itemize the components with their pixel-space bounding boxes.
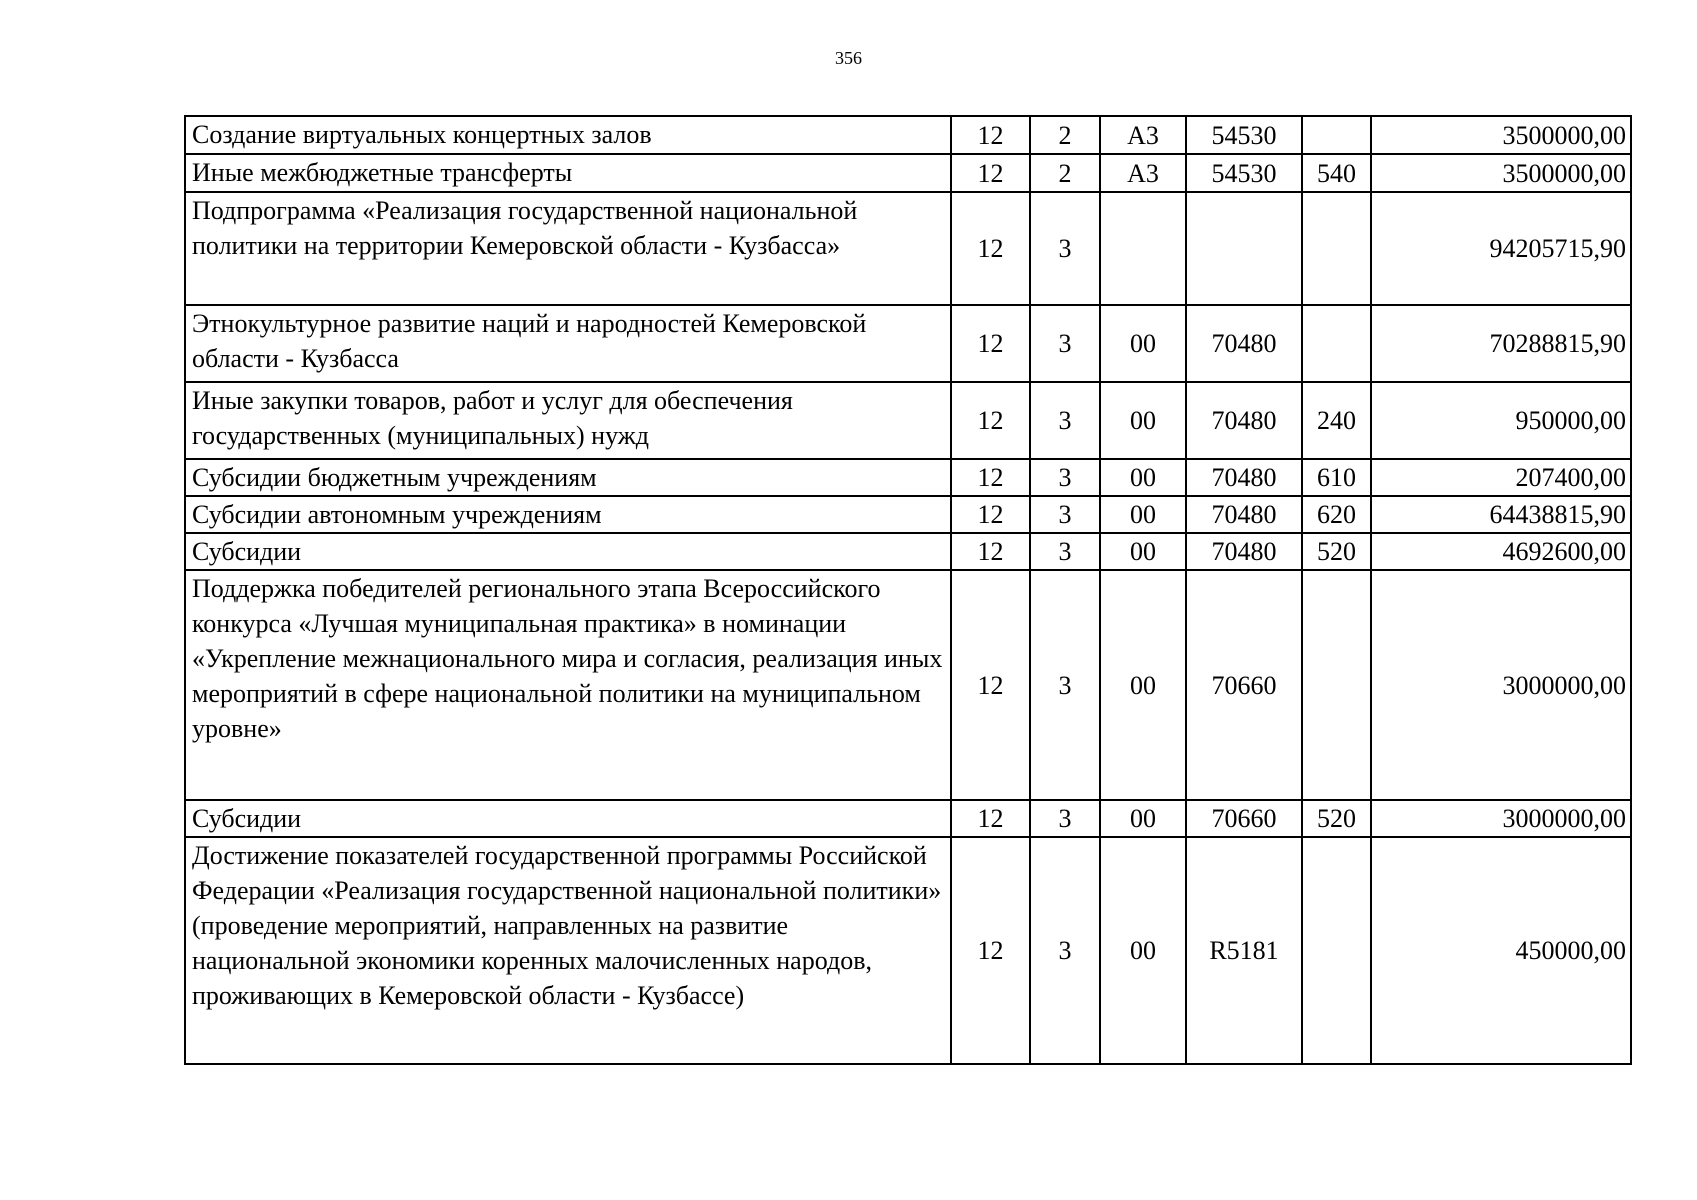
amount: 207400,00 bbox=[1371, 459, 1631, 496]
row-name: Субсидии bbox=[185, 800, 951, 837]
project-code: 00 bbox=[1100, 382, 1186, 459]
amount: 3500000,00 bbox=[1371, 116, 1631, 154]
direction-code: 54530 bbox=[1186, 116, 1302, 154]
amount: 64438815,90 bbox=[1371, 496, 1631, 533]
row-name: Субсидии bbox=[185, 533, 951, 570]
section-code: 12 bbox=[951, 496, 1030, 533]
row-name: Этнокультурное развитие наций и народностей Кемеровской области - Кузбасса bbox=[185, 305, 951, 382]
amount: 950000,00 bbox=[1371, 382, 1631, 459]
expense-type-code bbox=[1302, 116, 1371, 154]
row-name: Подпрограмма «Реализация государственной национальной политики на территории Кемеровской области - Кузбасса» bbox=[185, 192, 951, 305]
amount: 450000,00 bbox=[1371, 837, 1631, 1064]
project-code: 00 bbox=[1100, 496, 1186, 533]
section-code: 12 bbox=[951, 154, 1030, 192]
subprogram-code: 3 bbox=[1030, 305, 1100, 382]
table-row bbox=[185, 305, 1631, 382]
subprogram-code: 3 bbox=[1030, 192, 1100, 305]
project-code: 00 bbox=[1100, 305, 1186, 382]
expense-type-code: 520 bbox=[1302, 533, 1371, 570]
subprogram-code: 3 bbox=[1030, 496, 1100, 533]
expense-type-code: 520 bbox=[1302, 800, 1371, 837]
section-code: 12 bbox=[951, 570, 1030, 800]
amount: 4692600,00 bbox=[1371, 533, 1631, 570]
expense-type-code bbox=[1302, 305, 1371, 382]
direction-code: 54530 bbox=[1186, 154, 1302, 192]
row-name: Субсидии бюджетным учреждениям bbox=[185, 459, 951, 496]
expense-type-code: 540 bbox=[1302, 154, 1371, 192]
project-code: 00 bbox=[1100, 800, 1186, 837]
expense-type-code bbox=[1302, 192, 1371, 305]
subprogram-code: 3 bbox=[1030, 570, 1100, 800]
table-row bbox=[185, 116, 1631, 154]
direction-code: 70480 bbox=[1186, 533, 1302, 570]
row-name: Поддержка победителей регионального этапа Всероссийского конкурса «Лучшая муниципальная практика» в номинации «Укрепление межнационального мира и согласия, реализация иных мероприятий в сфере национальной политики на муниципальном уровне» bbox=[185, 570, 951, 800]
project-code: 00 bbox=[1100, 459, 1186, 496]
amount: 70288815,90 bbox=[1371, 305, 1631, 382]
table-row bbox=[185, 837, 1631, 1064]
subprogram-code: 3 bbox=[1030, 800, 1100, 837]
row-name: Достижение показателей государственной программы Российской Федерации «Реализация государственной национальной политики» (проведение мероприятий, направленных на развитие национальной экономики коренных малочисленных народов, проживающих в Кемеровской области - Кузбассе) bbox=[185, 837, 951, 1064]
direction-code: 70480 bbox=[1186, 382, 1302, 459]
amount: 3500000,00 bbox=[1371, 154, 1631, 192]
table-row bbox=[185, 570, 1631, 800]
direction-code: 70480 bbox=[1186, 496, 1302, 533]
expense-type-code bbox=[1302, 837, 1371, 1064]
table-row bbox=[185, 459, 1631, 496]
direction-code: 70660 bbox=[1186, 800, 1302, 837]
row-name: Иные межбюджетные трансферты bbox=[185, 154, 951, 192]
subprogram-code: 2 bbox=[1030, 154, 1100, 192]
section-code: 12 bbox=[951, 382, 1030, 459]
project-code bbox=[1100, 192, 1186, 305]
table-row bbox=[185, 800, 1631, 837]
project-code: 00 bbox=[1100, 837, 1186, 1064]
subprogram-code: 3 bbox=[1030, 533, 1100, 570]
amount: 3000000,00 bbox=[1371, 800, 1631, 837]
direction-code: 70660 bbox=[1186, 570, 1302, 800]
section-code: 12 bbox=[951, 837, 1030, 1064]
direction-code: 70480 bbox=[1186, 305, 1302, 382]
direction-code bbox=[1186, 192, 1302, 305]
row-name: Создание виртуальных концертных залов bbox=[185, 116, 951, 154]
budget-table bbox=[184, 115, 1632, 1065]
table-row bbox=[185, 533, 1631, 570]
row-name: Иные закупки товаров, работ и услуг для обеспечения государственных (муниципальных) нужд bbox=[185, 382, 951, 459]
table-row bbox=[185, 382, 1631, 459]
section-code: 12 bbox=[951, 116, 1030, 154]
section-code: 12 bbox=[951, 192, 1030, 305]
amount: 94205715,90 bbox=[1371, 192, 1631, 305]
direction-code: 70480 bbox=[1186, 459, 1302, 496]
table-row bbox=[185, 496, 1631, 533]
direction-code: R5181 bbox=[1186, 837, 1302, 1064]
row-name: Субсидии автономным учреждениям bbox=[185, 496, 951, 533]
section-code: 12 bbox=[951, 800, 1030, 837]
table-row bbox=[185, 154, 1631, 192]
expense-type-code: 240 bbox=[1302, 382, 1371, 459]
project-code: 00 bbox=[1100, 570, 1186, 800]
project-code: А3 bbox=[1100, 154, 1186, 192]
section-code: 12 bbox=[951, 305, 1030, 382]
amount: 3000000,00 bbox=[1371, 570, 1631, 800]
subprogram-code: 3 bbox=[1030, 382, 1100, 459]
subprogram-code: 2 bbox=[1030, 116, 1100, 154]
project-code: А3 bbox=[1100, 116, 1186, 154]
expense-type-code bbox=[1302, 570, 1371, 800]
expense-type-code: 620 bbox=[1302, 496, 1371, 533]
page-number: 356 bbox=[835, 48, 862, 68]
subprogram-code: 3 bbox=[1030, 459, 1100, 496]
section-code: 12 bbox=[951, 459, 1030, 496]
section-code: 12 bbox=[951, 533, 1030, 570]
table-row bbox=[185, 192, 1631, 305]
subprogram-code: 3 bbox=[1030, 837, 1100, 1064]
expense-type-code: 610 bbox=[1302, 459, 1371, 496]
project-code: 00 bbox=[1100, 533, 1186, 570]
